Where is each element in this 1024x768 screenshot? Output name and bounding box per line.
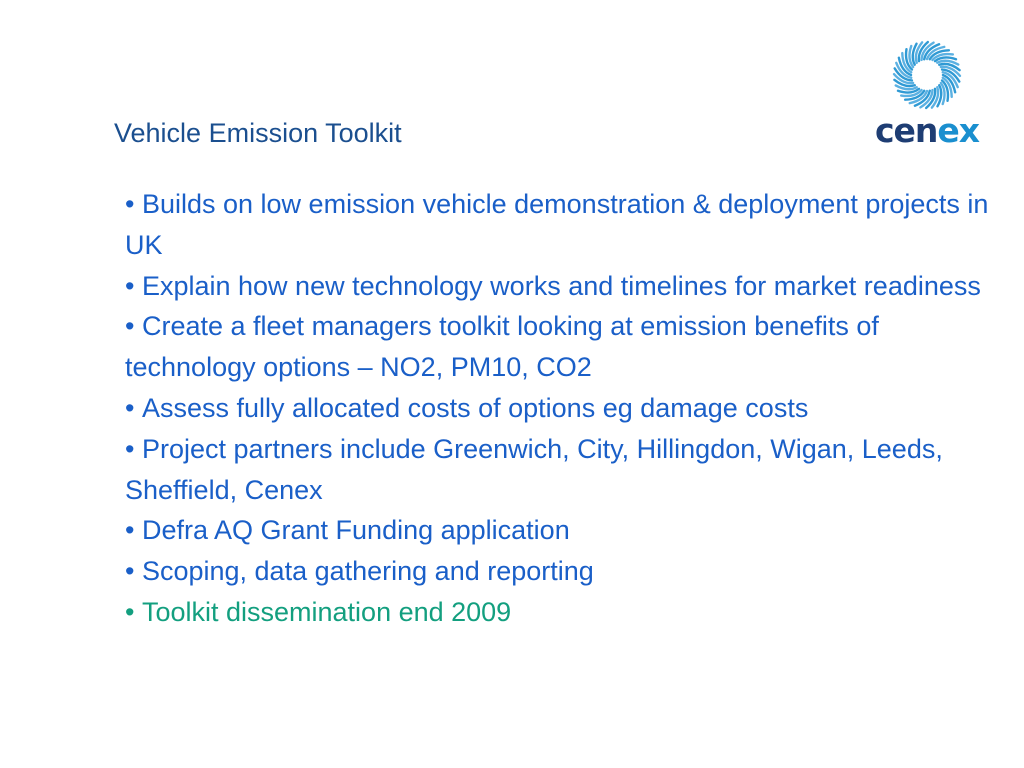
logo-text-part2: ex [937, 111, 980, 150]
slide-title: Vehicle Emission Toolkit [114, 118, 402, 148]
cenex-logo [866, 38, 988, 150]
logo-wordmark [866, 112, 988, 150]
bullet-item: • Project partners include Greenwich, City, Hillingdon, Wigan, Leeds, Sheffield, Cenex [125, 429, 1005, 511]
swirl-ring-icon [866, 38, 988, 114]
bullet-item: • Builds on low emission vehicle demonstration & deployment projects in UK [125, 184, 1005, 266]
bullet-item-highlight: • Toolkit dissemination end 2009 [125, 592, 1005, 633]
bullet-list [125, 184, 1005, 633]
logo-text-part1: cen [874, 111, 938, 150]
bullet-item: • Explain how new technology works and timelines for market readiness [125, 266, 1005, 307]
bullet-item: • Defra AQ Grant Funding application [125, 510, 1005, 551]
bullet-item: • Assess fully allocated costs of options eg damage costs [125, 388, 1005, 429]
bullet-item: • Create a fleet managers toolkit looking at emission benefits of technology options – NO2, PM10, CO2 [125, 306, 1005, 388]
bullet-item: • Scoping, data gathering and reporting [125, 551, 1005, 592]
